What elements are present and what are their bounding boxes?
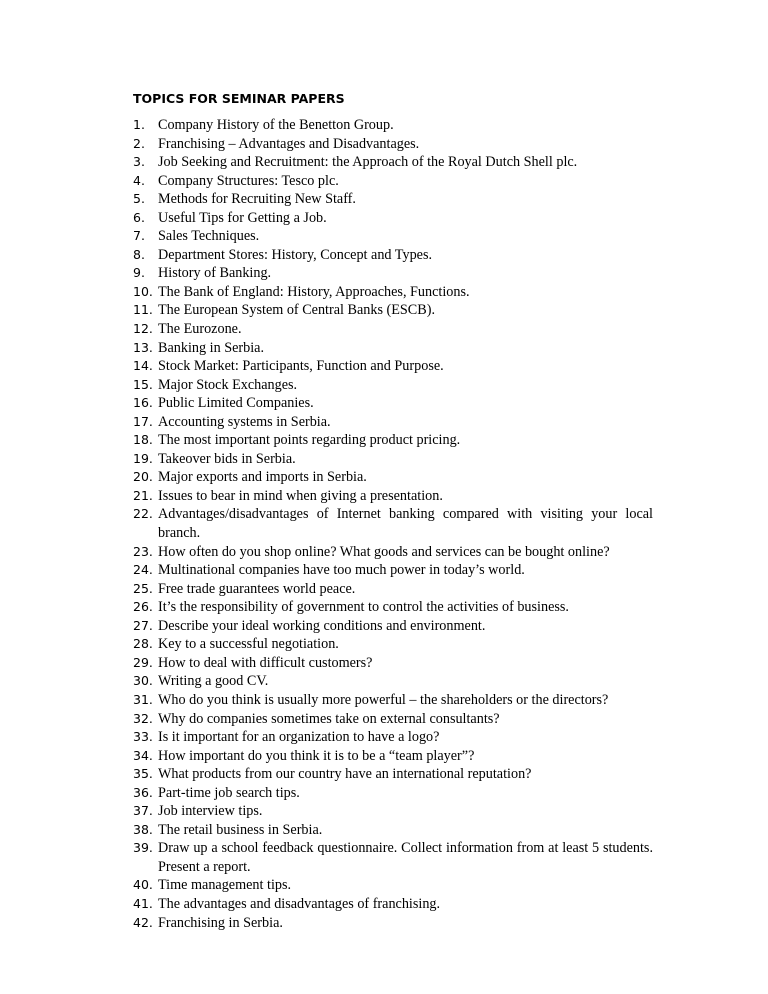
list-item bbox=[133, 172, 653, 191]
list-item-text: Major Stock Exchanges. bbox=[158, 376, 298, 393]
list-item-number: 34. bbox=[133, 747, 153, 763]
list-item bbox=[133, 116, 653, 135]
list-item-number: 6. bbox=[133, 209, 145, 225]
list-item-number: 10. bbox=[133, 283, 153, 299]
list-item-number: 9. bbox=[133, 265, 145, 281]
list-item-text: What products from our country have an international reputation? bbox=[158, 766, 532, 783]
list-item-number: 16. bbox=[133, 395, 153, 411]
list-item bbox=[133, 747, 653, 766]
list-item-number: 30. bbox=[133, 673, 153, 689]
list-item-text: The European System of Central Banks (ESCB). bbox=[158, 302, 436, 319]
list-item-number: 13. bbox=[133, 339, 153, 355]
list-item bbox=[133, 691, 653, 710]
list-item-text: Franchising – Advantages and Disadvantages. bbox=[158, 135, 420, 152]
list-item bbox=[133, 320, 653, 339]
list-item bbox=[133, 710, 653, 729]
list-item bbox=[133, 839, 653, 876]
list-item-text: Company Structures: Tesco plc. bbox=[158, 172, 339, 189]
list-item-number: 35. bbox=[133, 766, 153, 782]
list-item-text: The Eurozone. bbox=[158, 321, 242, 338]
list-item-number: 41. bbox=[133, 895, 153, 911]
list-item-number: 1. bbox=[133, 117, 145, 132]
list-item bbox=[133, 376, 653, 395]
list-item-text: Free trade guarantees world peace. bbox=[158, 580, 356, 597]
list-item bbox=[133, 209, 653, 228]
list-item bbox=[133, 135, 653, 154]
list-item bbox=[133, 598, 653, 617]
list-item-text: Job Seeking and Recruitment: the Approach of the Royal Dutch Shell plc. bbox=[158, 154, 578, 171]
list-item-number: 29. bbox=[133, 654, 153, 670]
list-item bbox=[133, 617, 653, 636]
list-item-text: Useful Tips for Getting a Job. bbox=[158, 209, 327, 226]
list-item-number: 32. bbox=[133, 710, 153, 726]
list-item bbox=[133, 914, 653, 933]
list-item bbox=[133, 339, 653, 358]
list-item-text: The most important points regarding product pricing. bbox=[158, 432, 461, 449]
list-item-number: 7. bbox=[133, 228, 145, 244]
list-item-text: Takeover bids in Serbia. bbox=[158, 450, 296, 467]
list-item-number: 31. bbox=[133, 691, 153, 707]
list-item bbox=[133, 283, 653, 302]
list-item-number: 22. bbox=[133, 506, 153, 522]
list-item-text: Time management tips. bbox=[158, 877, 292, 894]
list-item-number: 17. bbox=[133, 413, 153, 429]
list-item bbox=[133, 672, 653, 691]
list-item-number: 18. bbox=[133, 432, 153, 448]
list-item bbox=[133, 227, 653, 246]
list-item-number: 40. bbox=[133, 877, 153, 893]
document-title: TOPICS FOR SEMINAR PAPERS bbox=[133, 91, 345, 106]
list-item-text: Major exports and imports in Serbia. bbox=[158, 469, 367, 486]
list-item-number: 21. bbox=[133, 487, 153, 503]
list-item-number: 5. bbox=[133, 191, 145, 207]
list-item-number: 11. bbox=[133, 302, 153, 318]
list-item-number: 27. bbox=[133, 617, 153, 633]
list-item-text: How important do you think it is to be a “team player”? bbox=[158, 747, 475, 764]
list-item bbox=[133, 431, 653, 450]
list-item-text: Sales Techniques. bbox=[158, 228, 260, 245]
list-item-number: 38. bbox=[133, 821, 153, 837]
list-item-text: Writing a good CV. bbox=[158, 673, 269, 690]
list-item bbox=[133, 876, 653, 895]
list-item-number: 14. bbox=[133, 358, 153, 374]
list-item bbox=[133, 635, 653, 654]
list-item-text: Public Limited Companies. bbox=[158, 395, 314, 412]
list-item bbox=[133, 246, 653, 265]
list-item-number: 24. bbox=[133, 562, 153, 578]
list-item bbox=[133, 264, 653, 283]
list-item bbox=[133, 580, 653, 599]
list-item-text: Methods for Recruiting New Staff. bbox=[158, 191, 356, 208]
list-item-number: 20. bbox=[133, 469, 153, 485]
topic-list bbox=[133, 116, 653, 932]
list-item bbox=[133, 153, 653, 172]
list-item-text: Stock Market: Participants, Function and Purpose. bbox=[158, 358, 444, 375]
list-item-text: How often do you shop online? What goods and services can be bought online? bbox=[158, 543, 610, 560]
list-item-number: 36. bbox=[133, 784, 153, 800]
list-item-text: The retail business in Serbia. bbox=[158, 821, 323, 838]
list-item bbox=[133, 505, 653, 542]
list-item bbox=[133, 654, 653, 673]
list-item-text: Accounting systems in Serbia. bbox=[158, 413, 331, 430]
list-item bbox=[133, 895, 653, 914]
list-item-number: 19. bbox=[133, 450, 153, 466]
list-item bbox=[133, 543, 653, 562]
list-item bbox=[133, 190, 653, 209]
list-item-text: Department Stores: History, Concept and Types. bbox=[158, 246, 433, 263]
list-item bbox=[133, 301, 653, 320]
list-item-text: Describe your ideal working conditions and environment. bbox=[158, 617, 486, 634]
list-item-text: Key to a successful negotiation. bbox=[158, 636, 339, 653]
list-item-number: 33. bbox=[133, 729, 153, 745]
list-item-text: Banking in Serbia. bbox=[158, 339, 264, 356]
list-item-text: The advantages and disadvantages of franchising. bbox=[158, 895, 441, 912]
list-item-number: 15. bbox=[133, 376, 153, 392]
list-item-text: Who do you think is usually more powerful – the shareholders or the directors? bbox=[158, 691, 609, 708]
list-item-number: 8. bbox=[133, 246, 145, 262]
list-item-text: It’s the responsibility of government to control the activities of business. bbox=[158, 599, 569, 616]
list-item-number: 42. bbox=[133, 914, 153, 930]
list-item-text: Part-time job search tips. bbox=[158, 784, 300, 801]
list-item bbox=[133, 802, 653, 821]
list-item bbox=[133, 765, 653, 784]
list-item-text: Advantages/disadvantages of Internet banking compared with visiting your local branch. bbox=[158, 506, 653, 542]
list-item bbox=[133, 394, 653, 413]
list-item bbox=[133, 821, 653, 840]
list-item-text: Issues to bear in mind when giving a presentation. bbox=[158, 487, 443, 504]
list-item-number: 3. bbox=[133, 154, 145, 170]
list-item-number: 12. bbox=[133, 321, 153, 337]
list-item bbox=[133, 561, 653, 580]
list-item-text: Why do companies sometimes take on external consultants? bbox=[158, 710, 500, 727]
list-item-text: Is it important for an organization to have a logo? bbox=[158, 729, 440, 746]
list-item bbox=[133, 413, 653, 432]
list-item-text: History of Banking. bbox=[158, 265, 272, 282]
list-item-text: The Bank of England: History, Approaches, Functions. bbox=[158, 283, 470, 300]
list-item-text: Job interview tips. bbox=[158, 803, 263, 820]
list-item bbox=[133, 487, 653, 506]
list-item bbox=[133, 728, 653, 747]
list-item bbox=[133, 468, 653, 487]
list-item-text: Draw up a school feedback questionnaire. Collect information from at least 5 students. Present a report. bbox=[158, 840, 653, 875]
list-item-number: 37. bbox=[133, 803, 153, 819]
list-item-number: 26. bbox=[133, 599, 153, 615]
list-item-text: Multinational companies have too much power in today’s world. bbox=[158, 562, 525, 579]
list-item bbox=[133, 450, 653, 469]
list-item-text: How to deal with difficult customers? bbox=[158, 654, 373, 671]
list-item bbox=[133, 357, 653, 376]
list-item-number: 2. bbox=[133, 135, 145, 151]
list-item-number: 4. bbox=[133, 172, 145, 188]
list-item-number: 23. bbox=[133, 543, 153, 559]
list-item bbox=[133, 784, 653, 803]
list-item-text: Franchising in Serbia. bbox=[158, 914, 283, 931]
list-item-text: Company History of the Benetton Group. bbox=[158, 117, 394, 133]
list-item-number: 39. bbox=[133, 840, 153, 856]
list-item-number: 25. bbox=[133, 580, 153, 596]
list-item-number: 28. bbox=[133, 636, 153, 652]
